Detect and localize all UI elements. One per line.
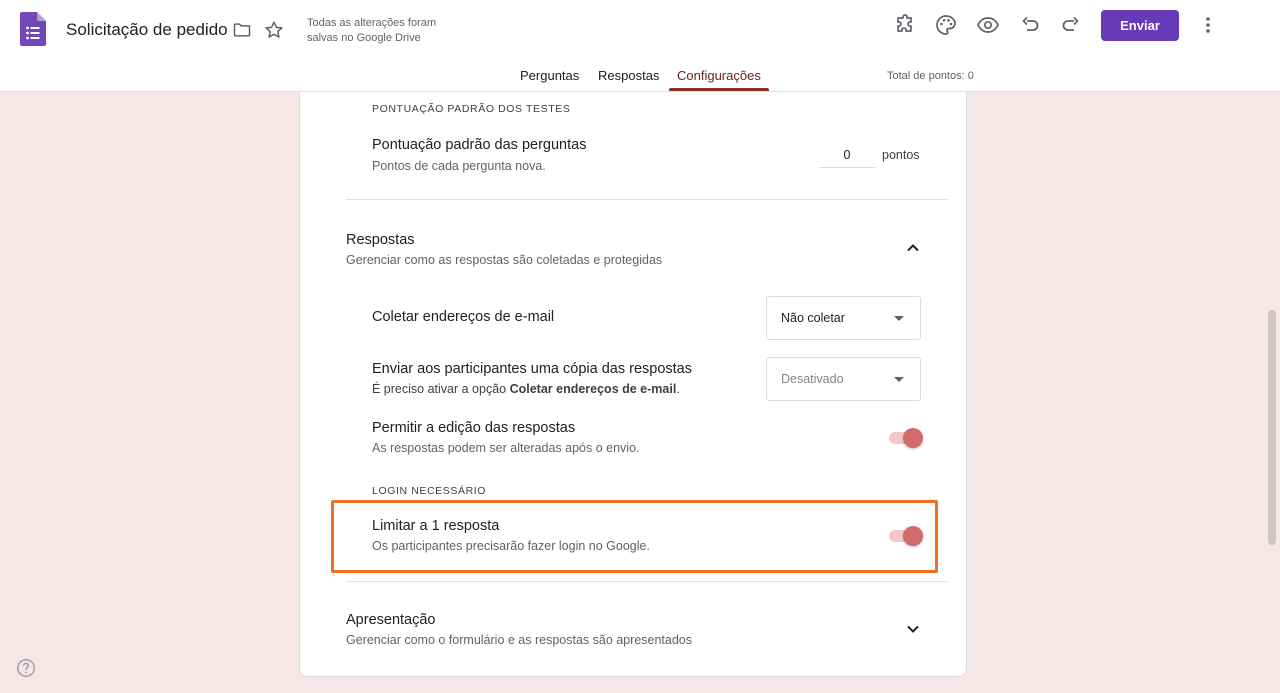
collect-email-select[interactable] xyxy=(766,296,921,340)
preview-eye-icon[interactable] xyxy=(976,13,1000,37)
collect-email-selected: Não coletar xyxy=(781,311,845,325)
tab-respostas[interactable]: Respostas xyxy=(598,68,660,83)
app-header xyxy=(0,0,1280,92)
limit-one-title: Limitar a 1 resposta xyxy=(372,518,500,534)
total-points: Total de pontos: 0 xyxy=(887,70,974,82)
responses-section-subtitle: Gerenciar como as respostas são coletadas e protegidas xyxy=(346,253,663,267)
folder-icon[interactable] xyxy=(231,20,253,40)
dropdown-caret-icon xyxy=(894,377,904,382)
redo-icon[interactable] xyxy=(1059,13,1083,37)
active-tab-indicator xyxy=(669,88,769,91)
toggle-knob xyxy=(903,428,923,448)
page-scrollbar[interactable] xyxy=(1268,310,1276,545)
tab-perguntas[interactable]: Perguntas xyxy=(520,68,580,83)
send-copy-title: Enviar aos participantes uma cópia das respostas xyxy=(372,361,692,377)
more-vert-icon[interactable] xyxy=(1196,13,1220,37)
default-points-title: Pontuação padrão das perguntas xyxy=(372,137,587,153)
default-points-input[interactable] xyxy=(819,142,875,168)
document-title[interactable]: Solicitação de pedido xyxy=(66,20,228,39)
send-copy-subtitle xyxy=(372,382,680,396)
star-icon[interactable] xyxy=(263,19,285,41)
settings-card xyxy=(299,92,967,677)
send-copy-select xyxy=(766,357,921,401)
allow-edit-toggle[interactable] xyxy=(887,428,923,448)
send-copy-subtitle-prefix: É preciso ativar a opção xyxy=(372,382,510,396)
limit-one-toggle[interactable] xyxy=(887,526,923,546)
section-divider xyxy=(346,199,947,200)
allow-edit-subtitle: As respostas podem ser alteradas após o envio. xyxy=(372,441,640,455)
undo-icon[interactable] xyxy=(1018,13,1042,37)
tab-configuracoes[interactable]: Configurações xyxy=(677,68,761,83)
send-button[interactable]: Enviar xyxy=(1101,10,1179,41)
responses-section-title[interactable]: Respostas xyxy=(346,232,415,248)
section-divider xyxy=(346,581,947,582)
default-points-subtitle: Pontos de cada pergunta nova. xyxy=(372,159,546,173)
forms-logo-icon[interactable] xyxy=(20,12,46,46)
collect-email-title: Coletar endereços de e-mail xyxy=(372,309,555,325)
send-copy-subtitle-suffix: . xyxy=(676,382,680,396)
save-status-line1: Todas as alterações foram xyxy=(307,17,437,29)
send-copy-subtitle-bold: Coletar endereços de e-mail xyxy=(509,382,677,396)
save-status-line2: salvas no Google Drive xyxy=(307,32,421,44)
dropdown-caret-icon xyxy=(894,316,904,321)
chevron-down-icon[interactable] xyxy=(901,617,925,641)
help-icon[interactable] xyxy=(15,657,37,679)
presentation-section-title[interactable]: Apresentação xyxy=(346,612,436,628)
addon-puzzle-icon[interactable] xyxy=(893,13,917,37)
allow-edit-title: Permitir a edição das respostas xyxy=(372,420,576,436)
limit-one-subtitle: Os participantes precisarão fazer login no Google. xyxy=(372,539,650,553)
chevron-up-icon[interactable] xyxy=(901,236,925,260)
quiz-defaults-caption: PONTUAÇÃO PADRÃO DOS TESTES xyxy=(372,103,571,115)
presentation-section-subtitle: Gerenciar como o formulário e as respostas são apresentados xyxy=(346,633,693,647)
login-required-caption: LOGIN NECESSÁRIO xyxy=(372,485,487,497)
palette-icon[interactable] xyxy=(934,13,958,37)
save-status xyxy=(307,16,457,46)
toggle-knob xyxy=(903,526,923,546)
tab-bar xyxy=(0,62,1280,92)
send-copy-selected: Desativado xyxy=(781,372,844,386)
points-unit-label: pontos xyxy=(882,148,920,162)
